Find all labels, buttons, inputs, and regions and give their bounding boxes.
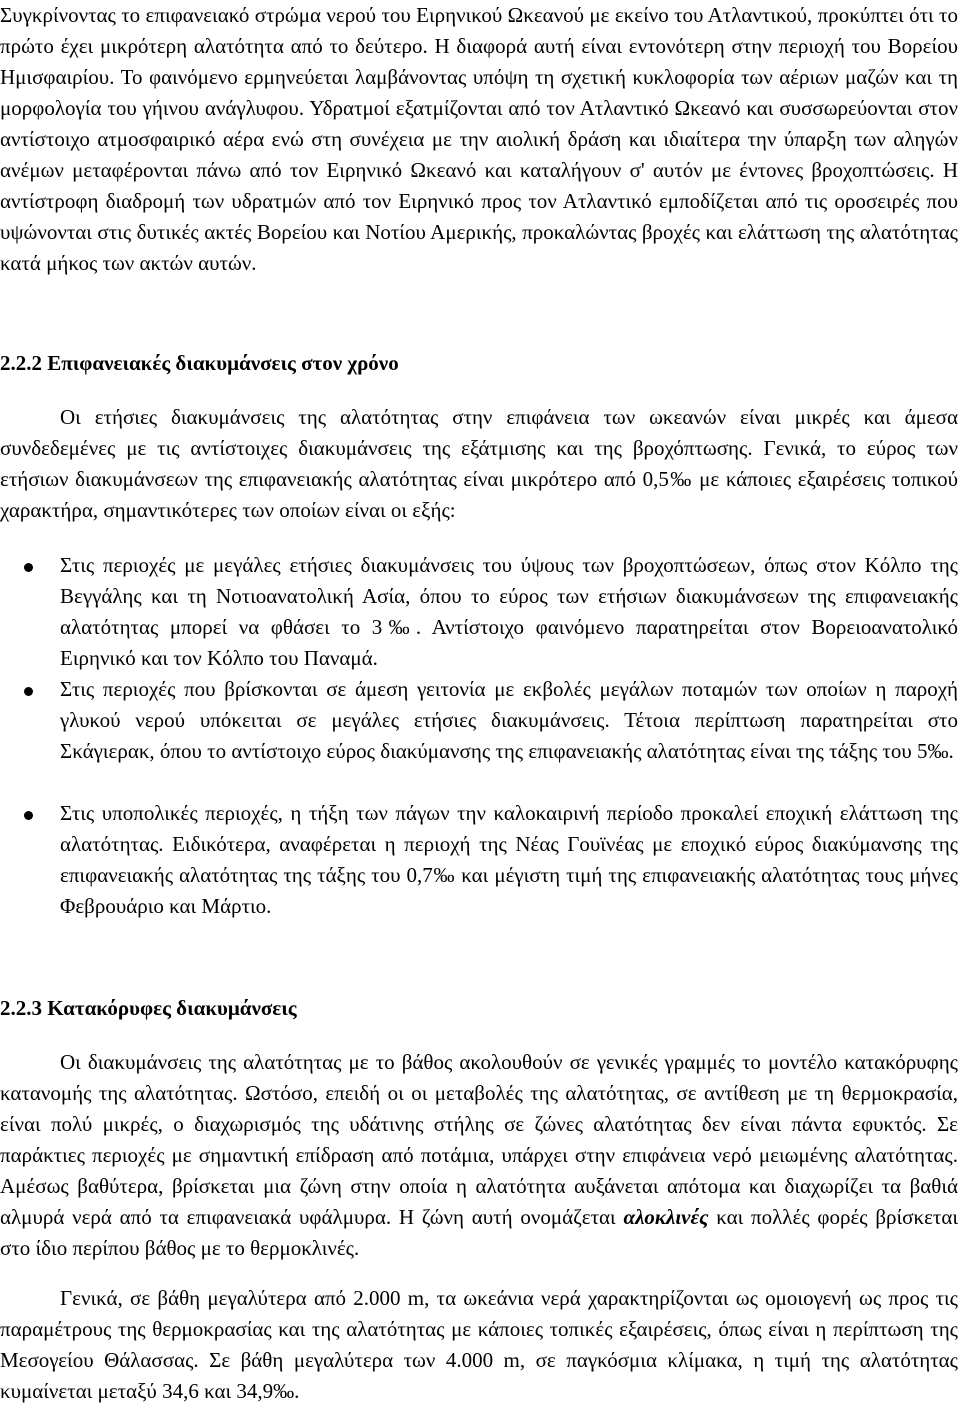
paragraph-text-start: Οι διακυμάνσεις της αλατότητας με το βάθος ακολουθούν σε γενικές γραμμές το μοντέλο κατακόρυφης κατανομής της αλατότητας. Ωστόσο, επειδή οι οι μεταβολές της αλατότητας, σε αντίθεση με τη θερμοκρασία, είναι πολύ μικρές, ο διαχωρισμός της υδάτινης στήλης σε ζώνες αλατότητας δεν είναι πάντα εφυκτός. Σε παράκτιες περιοχές με σημαντική επίδραση από ποτάμια, υπάρχει στην επιφάνεια νερό μειωμένης αλατότητας. Αμέσως βαθύτερα, βρίσκεται μια ζώνη στην οποία η αλατότητα αυξάνεται απότομα και διαχωρίζει τα βαθιά αλμυρά νερά από τα επιφανειακά υφάλμυρα. Η ζώνη αυτή ονομάζεται	[0, 1050, 958, 1229]
section-2-2-3-paragraph-2: Γενικά, σε βάθη μεγαλύτερα από 2.000 m, τα ωκεάνια νερά χαρακτηρίζονται ως ομοιογενή ως προς τις παραμέτρους της θερμοκρασίας και της αλατότητας με κάποιες τοπικές εξαιρέσεις, όπως είναι η περίπτωση της Μεσογείου Θάλασσας. Σε βάθη μεγαλύτερα των 4.000 m, σε παγκόσμια κλίμακα, η τιμή της αλατότητας κυμαίνεται μεταξύ 34,6 και 34,9‰.	[0, 1286, 958, 1403]
section-heading-2-2-3: 2.2.3 Κατακόρυφες διακυμάνσεις	[0, 996, 297, 1020]
paragraph-text-end: και πολλές φορές βρίσκεται στο ίδιο περίπου βάθος με το θερμοκλινές.	[0, 1205, 958, 1260]
bullet-item-subpolar: Στις υποπολικές περιοχές, η τήξη των πάγων την καλοκαιρινή περίοδο προκαλεί εποχική ελάττωση της αλατότητας. Ειδικότερα, αναφέρεται η περιοχή της Νέας Γουϊνέας με εποχικό εύρος διακύμανσης της επιφανειακής αλατότητας της τάξης του 0,7‰ και μέγιστη τιμή της επιφανειακής αλατότητας τους μήνες Φεβρουάριο και Μάρτιο.	[60, 801, 958, 918]
bullet-item-rivers: Στις περιοχές που βρίσκονται σε άμεση γειτονία με εκβολές μεγάλων ποταμών των οποίων η παροχή γλυκού νερού υπόκειται σε μεγάλες ετήσιες διακυμάνσεις. Τέτοια περίπτωση παρατηρείται στο Σκάγιερακ, όπου το αντίστοιχο εύρος διακύμανσης της επιφανειακής αλατότητας είναι της τάξης του 5‰.	[60, 677, 958, 763]
section-2-2-3-paragraph-1	[0, 1047, 958, 1264]
halocline-term: αλοκλινές	[623, 1205, 709, 1229]
bullet-dot	[24, 563, 33, 572]
section-2-2-2-paragraph: Οι ετήσιες διακυμάνσεις της αλατότητας στην επιφάνεια των ωκεανών είναι μικρές και άμεσα συνδεδεμένες με τις αντίστοιχες διακυμάνσεις της εξάτμισης και της βροχόπτωσης. Γενικά, το εύρος των ετήσιων διακυμάνσεων της επιφανειακής αλατότητας είναι μικρότερο από 0,5‰ με κάποιες εξαιρέσεις τοπικού χαρακτήρα, σημαντικότερες των οποίων είναι οι εξής:	[0, 405, 958, 522]
intro-paragraph: Συγκρίνοντας το επιφανειακό στρώμα νερού του Ειρηνικού Ωκεανού με εκείνο του Ατλαντικού, προκύπτει ότι το πρώτο έχει μικρότερη αλατότητα από το δεύτερο. Η διαφορά αυτή είναι εντονότερη στην περιοχή του Βορείου Ημισφαιρίου. Το φαινόμενο ερμηνεύεται λαμβάνοντας υπόψη τη σχετική κυκλοφορία των αέριων μαζών και τη μορφολογία του γήινου ανάγλυφου. Υδρατμοί εξατμίζονται από τον Ατλαντικό Ωκεανό και συσσωρεύονται στον αντίστοιχο ατμοσφαιρικό αέρα ενώ στη συνέχεια με την αιολική δράση και ιδιαίτερα την ύπαρξη των αληγών ανέμων μεταφέρονται πάνω από τον Ειρηνικό Ωκεανό και καταλήγουν σ' αυτόν με έντονες βροχοπτώσεις. Η αντίστροφη διαδρομή των υδρατμών από τον Ειρηνικό προς τον Ατλαντικό εμποδίζεται από τις οροσειρές που υψώνονται στις δυτικές ακτές Βορείου και Νοτίου Αμερικής, προκαλώντας βροχές και ελάττωση της αλατότητας κατά μήκος των ακτών αυτών.	[0, 3, 958, 275]
section-heading-2-2-2: 2.2.2 Επιφανειακές διακυμάνσεις στον χρόνο	[0, 351, 399, 375]
bullet-dot	[24, 811, 33, 820]
bullet-dot	[24, 687, 33, 696]
bullet-item-bengal: Στις περιοχές με μεγάλες ετήσιες διακυμάνσεις του ύψους των βροχοπτώσεων, όπως στον Κόλπο της Βεγγάλης και τη Νοτιοανατολική Ασία, όπου το εύρος των ετήσιων διακυμάνσεων της επιφανειακής αλατότητας μπορεί να φθάσει το 3‰. Αντίστοιχο φαινόμενο παρατηρείται στον Βορειοανατολικό Ειρηνικό και τον Κόλπο του Παναμά.	[60, 553, 958, 670]
